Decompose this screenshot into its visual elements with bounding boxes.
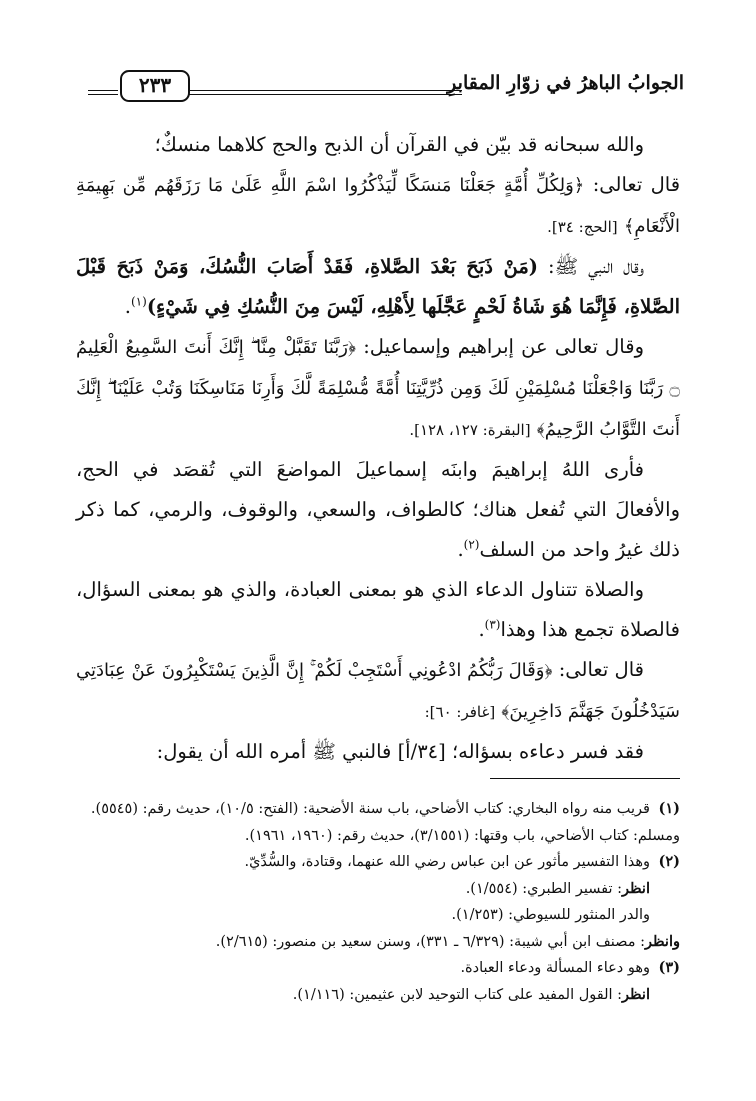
verse-reference: [غافر: ٦٠]: (424, 703, 496, 721)
book-title: الجوابُ الباهرُ في زوّارِ المقابرِ (447, 72, 684, 94)
paragraph-end: . (478, 618, 485, 641)
footnote-number: (١) (658, 800, 680, 817)
page-number: ٢٣٣ (120, 70, 190, 102)
header-rule-left-double (88, 94, 118, 95)
hadith-intro: وقال النبي ﷺ: (548, 255, 644, 278)
paragraph-8: فقد فسر دعاءه بسؤاله؛ [٣٤/أ] فالنبي ﷺ أمره الله أن يقول: (156, 740, 644, 763)
paragraph-5 (76, 450, 680, 570)
verse-intro: قال تعالى: (558, 658, 644, 681)
footnote-2 (76, 849, 680, 876)
quran-verse: ﴿وَقَالَ رَبُّكُمُ ادْعُونِي أَسْتَجِبْ لَكُمْ ۚ إِنَّ الَّذِينَ يَسْتَكْبِرُونَ عَنْ عِبَادَتِي سَيَدْخُلُونَ جَهَنَّمَ دَاخِرِينَ﴾ (76, 660, 680, 722)
footnote-1 (76, 796, 680, 823)
footnote-2-line (76, 876, 680, 903)
paragraph-end: . (124, 295, 131, 318)
quran-verse: ﴿رَبَّنَا تَقَبَّلْ مِنَّا ۖ إِنَّكَ أَنتَ السَّمِيعُ الْعَلِيمُ ۝ رَبَّنَا وَاجْعَلْنَا مُسْلِمَيْنِ لَكَ وَمِن ذُرِّيَّتِنَا أُمَّةً مُّسْلِمَةً لَّكَ وَأَرِنَا مَنَاسِكَنَا وَتُبْ عَلَيْنَا ۖ إِنَّكَ أَنتَ التَّوَّابُ الرَّحِيمُ﴾ (76, 337, 680, 440)
paragraph-text: فأرى اللهُ إبراهيمَ وابنَه إسماعيلَ المواضعَ التي تُقصَد في الحج، والأفعالَ التي تُفعل هناك؛ كالطواف، والسعي، والوقوف، والرمي، كما ذكر ذلك غيرُ واحد من السلف (76, 458, 680, 561)
paragraph-2 (76, 165, 680, 247)
paragraph-1: والله سبحانه قد بيّن في القرآن أن الذبح والحج كلاهما منسكٌ؛ (154, 133, 644, 156)
verse-reference: [الحج: ٣٤]. (547, 218, 618, 236)
footnote-marker-2[interactable]: (٢) (463, 537, 480, 552)
paragraph-4 (76, 327, 680, 450)
footnote-3 (76, 955, 680, 982)
footnote-text: وهو دعاء المسألة ودعاء العبادة. (460, 960, 650, 976)
footnote-marker-3[interactable]: (٣) (484, 617, 501, 632)
footnote-marker-1[interactable]: (١) (130, 294, 147, 309)
hadith-text: (مَنْ ذَبَحَ بَعْدَ الصَّلاةِ، فَقَدْ أَصَابَ النُّسُكَ، وَمَنْ ذَبَحَ قَبْلَ الصَّلاةِ، فَإِنَّمَا هُوَ شَاةُ لَحْمٍ عَجَّلَها لِأَهْلِهِ، لَيْسَ مِنَ النُّسُكِ فِي شَيْءٍ) (76, 255, 680, 318)
footnote-number: (٢) (658, 853, 680, 870)
footnote-text: وهذا التفسير مأثور عن ابن عباس رضي الله عنهما، وقتادة، والسُّدِّيّ. (244, 854, 650, 870)
paragraph-3 (76, 247, 680, 327)
quran-verse: ﴿وَلِكُلِّ أُمَّةٍ جَعَلْنَا مَنسَكًا لِّيَذْكُرُوا اسْمَ اللَّهِ عَلَىٰ مَا رَزَقَهُم مِّن بَهِيمَةِ الْأَنْعَامِ﴾ (76, 175, 680, 237)
verse-intro: قال تعالى: (592, 173, 681, 196)
footnote-3-line (76, 982, 680, 1009)
footnote-separator (490, 778, 680, 779)
paragraph-end: . (457, 538, 464, 561)
header-rule-double (188, 94, 462, 95)
footnote-text: : مصنف ابن أبي شيبة: (٦/٣٢٩ ـ ٣٣١)، وسنن سعيد بن منصور: (٢/٦١٥). (215, 933, 646, 950)
footnote-1-cont: ومسلم: كتاب الأضاحي، باب وقتها: (٣/١٥٥١)، حديث رقم: (١٩٦٠، ١٩٦١). (244, 827, 680, 844)
footnotes (76, 796, 680, 1008)
header-rule-left (88, 90, 118, 91)
paragraph-6 (76, 570, 680, 650)
footnote-text: : القول المفيد على كتاب التوحيد لابن عثيمين: (١/١١٦). (292, 986, 623, 1003)
verse-intro: وقال تعالى عن إبراهيم وإسماعيل: (363, 335, 644, 358)
footnote-2-line: والدر المنثور للسيوطي: (١/٢٥٣). (451, 907, 650, 923)
verse-reference: [البقرة: ١٢٧، ١٢٨]. (409, 421, 531, 439)
paragraph-text: والصلاة تتناول الدعاء الذي هو بمعنى العبادة، والذي هو بمعنى السؤال، فالصلاة تجمع هذا وهذا (76, 578, 680, 641)
running-header (88, 70, 684, 110)
header-rule (188, 90, 462, 91)
footnote-text: قريب منه رواه البخاري: كتاب الأضاحي، باب سنة الأضحية: (الفتح: ١٠/٥)، حديث رقم: (٥٥٤٥). (90, 801, 650, 817)
see-label: وانظر (645, 932, 680, 950)
see-label: انظر (622, 985, 650, 1003)
see-label: انظر (622, 879, 650, 897)
footnote-2-line (76, 929, 680, 956)
footnote-text: : تفسير الطبري: (١/٥٥٤). (465, 880, 623, 897)
footnote-number: (٣) (658, 959, 680, 976)
paragraph-7 (76, 650, 680, 732)
main-text (76, 125, 680, 772)
